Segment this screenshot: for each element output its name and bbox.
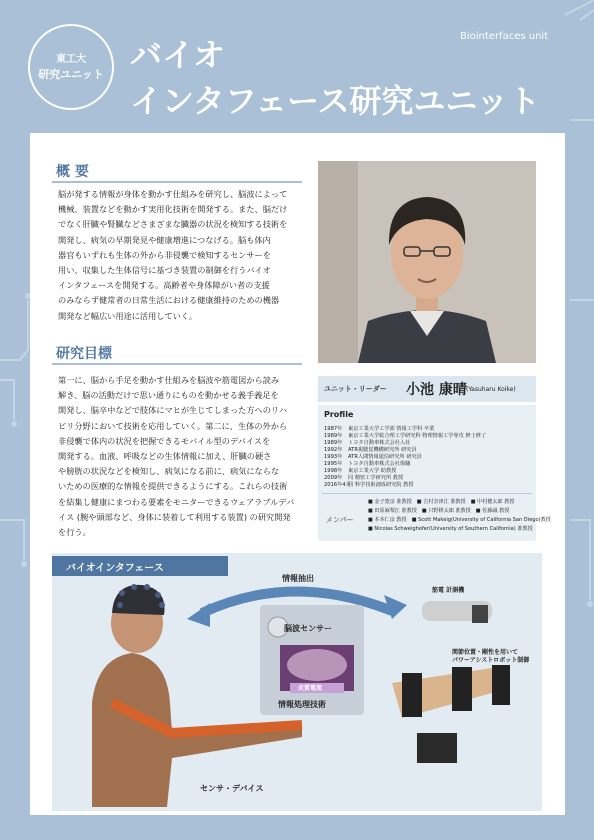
goal-line: 解き、脳の活動だけで思い通りにものを動かせる義手義足を — [58, 390, 279, 401]
unit-badge — [28, 24, 114, 110]
goal-line: を行う。 — [58, 527, 91, 538]
overview-divider — [52, 181, 302, 183]
cortex-current-label: 皮質電流 — [298, 685, 323, 692]
leader-name: 小池 康晴 — [406, 382, 467, 398]
sensor-device-label: センサ・デバイス — [200, 784, 264, 793]
overview-line: 開発など幅広い用途に活用していく。 — [58, 310, 198, 321]
leader-name-en: (Yasuharu Koike) — [466, 386, 516, 393]
badge-line-2: 研究ユニット — [38, 68, 104, 81]
member-line: ■ 本本仁彦 教授 ■ Scott Makeig(University of California San Diego)教授 — [368, 517, 551, 523]
overview-line: 用い、収集した生体信号に基づき装置の制御を行うバイオ — [58, 265, 271, 276]
goal-line: いための医療的な情報を提供できるようにする。これらの技術 — [58, 481, 288, 492]
goal-line: や膀胱の状況などを検知し、病気になる前に、病気にならな — [58, 466, 280, 477]
goal-heading: 研究目標 — [56, 346, 112, 362]
page-title-line-1: バイオ — [130, 36, 226, 74]
overview-text — [58, 187, 306, 324]
arrow-label: 情報抽出 — [282, 574, 314, 583]
profile-row: 1995年 トヨタ自動車株式会社復職 — [324, 461, 411, 467]
goal-line: 非侵襲で体内の状況を把握できるモバイル型のデバイスを — [58, 435, 271, 446]
overview-line: 器官もいずれも生体の外から非侵襲で検知するセンサーを — [58, 249, 271, 260]
member-line: ■ 田原麻梨江 准教授 ■ 只野耕太郎 准教授 ■ 佐藤誠 教授 — [368, 508, 510, 514]
profile-row: 1989年 トヨタ自動車株式会社入社 — [324, 440, 411, 446]
overview-line: 開発し、病気の早期発見や健康増進につなげる。脳も体内 — [58, 234, 271, 245]
profile-box — [318, 405, 551, 541]
joint-control-label — [452, 649, 529, 665]
member-line: ■ 金子寛彦 准教授 ■ 吉村奈津江 准教授 ■ 中村健太郎 教授 — [368, 499, 515, 505]
joint-label-line: パワーアシストロボット制御 — [452, 657, 530, 664]
goal-line: 開発する。血液、呼吸などの生体情報に加え、肝臓の硬さ — [58, 451, 272, 462]
profile-row: 1989年 東京工業大学総合理工学研究科 物理情報工学専攻 修士修了 — [324, 433, 487, 439]
brain-sensor-label: 脳波センサー — [284, 624, 332, 633]
diagram-illustration — [52, 553, 542, 811]
leader-header — [318, 376, 536, 402]
profile-divider — [322, 493, 532, 494]
profile-row: 1993年 ATR人間情報通信研究所 研究員 — [324, 454, 422, 460]
profile-heading: Profile — [324, 410, 354, 419]
page-title-line-2: インタフェース研究ユニット — [130, 82, 541, 120]
goal-line: ビリ分野において技術を応用していく。第二に、生体の外から — [58, 420, 288, 431]
leader-role: ユニット・リーダー — [324, 385, 387, 393]
diagram-tag: バイオインタフェース — [52, 556, 228, 576]
members-label: メンバー — [326, 516, 354, 524]
joint-label-line: 関節位置・剛性を用いて — [452, 649, 519, 656]
goal-divider — [52, 363, 302, 365]
emg-label: 筋電 計測機 — [432, 587, 465, 594]
unit-english-name: Biointerfaces unit — [460, 31, 549, 42]
profile-row: 1998年 東京工業大学 助教授 — [324, 468, 397, 474]
overview-line: でなく肝臓や腎臓などさまざまな臓器の状況を検知する技術を — [58, 219, 288, 230]
goal-line: イス (腕や頭部など、身体に装着して利用する装置) の研究開発 — [58, 511, 291, 522]
leader-portrait — [318, 161, 536, 363]
overview-line: 機械、装置などを動かす実用化技術を開発する。また、脳だけ — [58, 204, 288, 215]
overview-line: 脳が発する情報が身体を動かす仕組みを研究し、脳波によって — [58, 189, 288, 199]
profile-row: 1987年 東京工業大学工学部 情報工学科 卒業 — [324, 426, 435, 432]
overview-heading: 概 要 — [56, 164, 89, 180]
profile-row: 1992年 ATR視聴覚機構研究所 研究員 — [324, 447, 417, 453]
overview-line: のみならず健常者の日常生活における健康維持のための機器 — [58, 295, 280, 306]
overview-line: インタフェースを開発する。高齢者や身体障がい者の支援 — [58, 280, 270, 291]
profile-row: 2009年 同 精密工学研究所 教授 — [324, 475, 404, 481]
profile-row: 2016年4月同 科学技術創成研究院 教授 — [324, 482, 414, 488]
goal-line: を結集し健康にまつわる要素をモニターできるウェアラブルデバ — [58, 496, 295, 507]
goal-line: 第一に、脳から手足を動かす仕組みを脳波や筋電図から読み — [58, 375, 280, 385]
goal-text — [58, 373, 306, 540]
member-line: ■ Nicolas Schweighofer(University of Southern California) 准教授 — [368, 526, 533, 532]
goal-line: 開発し、脳卒中などで肢体にマヒが生じてしまった方へのリハ — [58, 405, 288, 416]
bio-interface-diagram — [52, 553, 542, 811]
content-panel — [30, 133, 565, 815]
info-processing-label: 情報処理技術 — [278, 700, 326, 709]
badge-line-1: 東工大 — [56, 54, 86, 65]
